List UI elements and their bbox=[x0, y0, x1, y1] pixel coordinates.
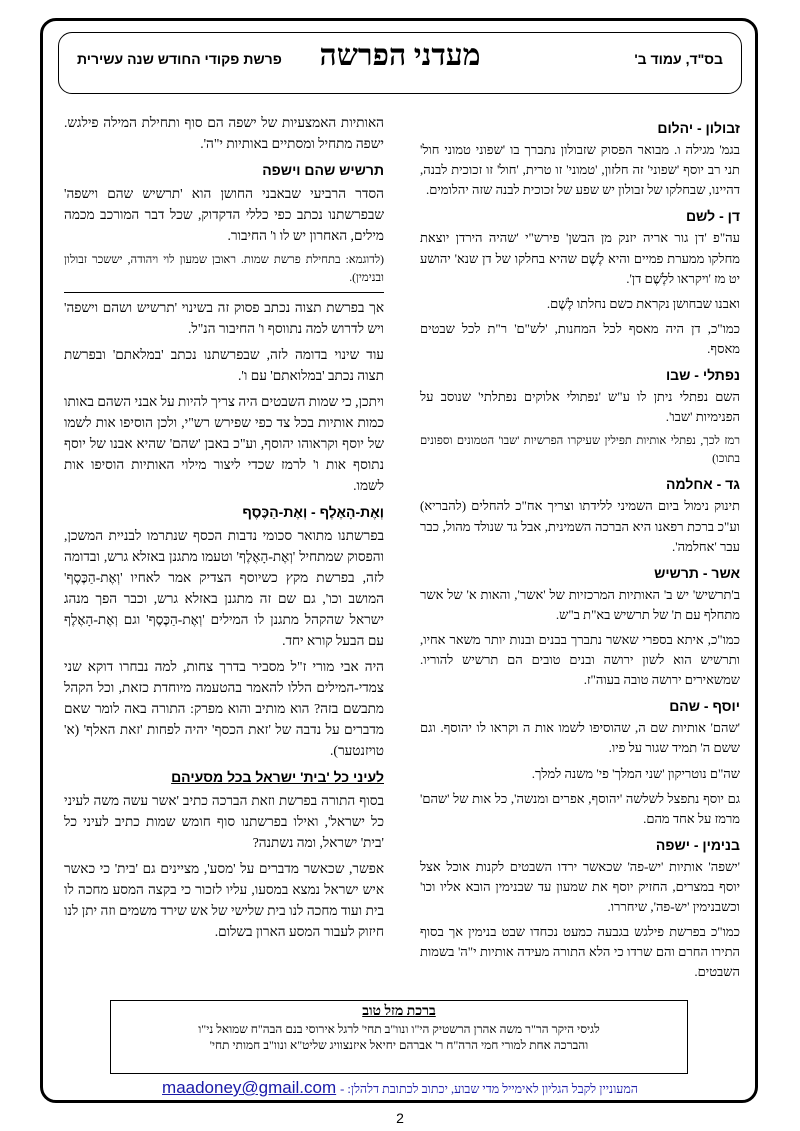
paragraph: השם נפתלי ניתן לו ע"ש 'נפתולי אלוקים נפתלתי' שנוסב על הפנימיות 'שבו'. bbox=[420, 389, 740, 425]
section-heading: וְאֶת-הָאֶלֶף - וְאֶת-הַכֶּסֶף bbox=[242, 504, 384, 520]
paragraph: שה"ם נוטריקון 'שני המלך' פי' משנה למלך. bbox=[531, 765, 740, 781]
paragraph: רמז לכך, נפתלי אותיות תפילין שעיקרו הפרשיות 'שבו' הטמונים וספונים בתוכו) bbox=[420, 435, 740, 466]
contact-email-link[interactable]: maadoney@gmail.com bbox=[162, 1078, 337, 1097]
section-heading: תרשיש שהם וישפה bbox=[262, 162, 384, 178]
paragraph: (לדוגמא: בתחילת פרשת שמות. ראובן שמעון לוי ויהודה, יששכר זבולון ובנימין). bbox=[64, 254, 384, 284]
paragraph: אך בפרשת תצוה נכתב פסוק זה בשינוי 'תרשיש ושהם וישפה' ויש לדרוש למה נתווסף ו' החיבור הנ"ל. bbox=[64, 300, 384, 336]
paragraph: ואבנו שבחושן נקראת כשם נחלתו לֶשֶׁם. bbox=[546, 295, 740, 311]
section-heading: בנימין - ישפה bbox=[655, 836, 740, 853]
paragraph: תינוק נימול ביום השמיני ללידתו וצריך אח"כ להחלים (להבריא) וע"כ ברכת רפאנו היא הברכה השמינית, אבל גד שנולד מהול, כבר עבר 'אחלמה'. bbox=[420, 498, 740, 554]
paragraph: 'שהם' אותיות שם ה, שהוסיפו לשמו אות ה וקראו לו יהוסף. וגם ששם ה' תמיד שגור על פיו. bbox=[420, 720, 740, 756]
greeting-line-1: לגיסי היקר הר"ר משה אהרן הרשטיק הי"ו ונוו"ב תחי' לרגל אירוסי בנם הבה"ח שמואל ני"ו bbox=[198, 1022, 600, 1036]
left-column bbox=[64, 112, 384, 947]
page-title: מעדני הפרשה bbox=[319, 39, 481, 72]
paragraph: ב'תרשיש' יש ב' האותיות המרכזיות של 'אשר', והאות א' של אשר מתחלף עם ת' של תרשיש בא"ת ב"ש. bbox=[420, 586, 740, 622]
greeting-line-2: והברכה אחת למורי חמי הרה"ח ר' אברהם יחיאל איזנצוויג שליט"א ונוו"ב חמותי תחי' bbox=[209, 1038, 589, 1052]
paragraph: אפשר, שכאשר מדברים על 'מסע', מציינים גם 'בית' כי כאשר איש ישראל נמצא במסעו, עליו לזכור כי בקצה המסע מחכה לו בית ועוד מחכה לנו בית שלישי של אש שירד משמים וזה יתן לנו חיזוק לעבור המסע הארון בשלום. bbox=[64, 861, 384, 939]
paragraph: האותיות האמצעיות של ישפה הם סוף ותחילת המילה פילגש. ישפה מתחיל ומסתיים באותיות י"ה'. bbox=[64, 115, 384, 151]
section-heading: אשר - תרשיש bbox=[654, 564, 740, 581]
right-column bbox=[420, 112, 740, 987]
greeting-title: ברכת מזל טוב bbox=[362, 1004, 436, 1019]
section-heading: דן - לשם bbox=[685, 208, 740, 225]
page-number: 2 bbox=[396, 1110, 404, 1126]
greeting-box bbox=[110, 1000, 688, 1074]
paragraph: ויתכן, כי שמות השבטים היה צריך להיות על אבני השהם באותו כמות אותיות בכל צד כפי שפירש רש"י, ולכן הוסיפו אות לשמו של יוסף וקראוהו יהוסף, וע"כ באבן 'שהם' שהיא אבנו של יוסף נתוסף אות ו' לרמז שכדי ליצור מילוי האותיות הוסיפו אות לשמו. bbox=[64, 394, 384, 493]
paragraph: כמו"כ, דן היה מאסף לכל המחנות, 'לש"ם' ר"ת לכל שבטים מאסף. bbox=[420, 320, 740, 356]
section-heading: לעיני כל 'בית' ישראל בכל מסעיהם bbox=[171, 769, 384, 785]
paragraph: הסדר הרביעי שבאבני החושן הוא 'תרשיש שהם וישפה' שבפרשתנו נכתב כפי כללי הדקדוק, שכל דבר המורכב מכמה מילים, האחרון יש לו ו' החיבור. bbox=[64, 186, 384, 243]
paragraph: בסוף התורה בפרשת וזאת הברכה כתיב 'אשר עשה משה לעיני כל ישראל', ואילו בפרשתנו סוף חומש שמות כתיב לעיני כל 'בית' ישראל, ומה נשתנה? bbox=[64, 793, 384, 850]
contact-text: המעוניין לקבל הגליון לאימייל מדי שבוע, יכתוב לכתובת דלהלן: - bbox=[340, 1082, 638, 1096]
paragraph: גם יוסף נתפצל לשלשה 'יהוסף, אפרים ומנשה', כל אות של 'שהם' מרמז על אחד מהם. bbox=[420, 790, 740, 826]
section-heading: זבולון - יהלום bbox=[657, 120, 740, 136]
paragraph: בגמ' מגילה ו. מבואר הפסוק שזבולון נתברך בו 'שפוני טמוני חול' תני רב יוסף 'שפוני' זה חלזון, 'טמוני' זו טרית, 'חול' זו זכוכית לבנה, דהיינו, שבחלקו של זבולון יש שפע של זכוכית לבנה שזה יהלומים. bbox=[420, 142, 740, 198]
contact-line bbox=[60, 1078, 740, 1102]
paragraph: 'ישפה' אותיות 'יש-פה' שכאשר ירדו השבטים לקנות אוכל אצל יוסף במצרים, החזיק יוסף את שמעון עד שבנימין הובא אליו וכו' וכשבנימין 'יש-פה', שיחררו. bbox=[420, 858, 740, 915]
header-page-ref: בס"ד, עמוד ב' bbox=[634, 51, 723, 67]
paragraph: היה אבי מורי ז"ל מסביר בדרך צחות, למה נבחרו דוקא שני צמדי-המילים הללו להאמר בהטעמה מיוחדת כזאת, וכל הקהל מתבשם בזה? הוא מותיב והוא מפרק: התורה באה לומר שאם מדברים על נדבה של 'זאת הכסף' יהיה לפחות 'זאת האלף' (א' טויזנטער). bbox=[64, 659, 384, 758]
paragraph: עוד שינוי בדומה לזה, שבפרשתנו נכתב 'במלאתם' ובפרשת תצוה נכתב 'במלואתם' עם ו'. bbox=[64, 347, 384, 383]
paragraph: בפרשתנו מתואר סכומי נדבות הכסף שנתרמו לבניית המשכן, והפסוק שמתחיל 'וְאֶת-הָאֶלֶף' וטעמו מתגנן באזלא גרש, ובדומה לזה, בפרשת מקץ כשיוסף הצדיק אמר לאחיו 'וְאֶת-הַכֶּסֶף' המושב וכו', גם שם זה מתגנן באזלא גרש, וכבר הפך מנהג ישראל שהקהל מתגנן לו המילים 'וְאֶת-הַכֶּסֶף' וגם וְאֶת-הָאֶלֶף עם הבעל קורא יחד. bbox=[64, 528, 384, 648]
header-parsha: פרשת פקודי החודש שנה עשירית bbox=[77, 51, 282, 67]
section-heading: גד - אחלמה bbox=[666, 476, 740, 493]
divider bbox=[64, 292, 384, 293]
header bbox=[58, 32, 742, 94]
section-heading: נפתלי - שבו bbox=[665, 367, 740, 384]
paragraph: כמו"כ, איתא בספרי שאשר נתברך בבנים ובנות יותר משאר אחיו, ותרשיש הוא לשון ירושה ובנים טובים הם תרשיש להוריו. שמשאירים ירושה טובה בעוה"ז. bbox=[420, 631, 740, 688]
paragraph: עה"פ 'דן גור אריה יזנק מן הבשן' פירש"י 'שהיה הירדן יוצאת מחלקו ממערת פמיים והיא לֶשֶׁם שהיא בחלקו של דן שנא' יהושע יט מז 'ויקראו ללֶשֶׁם דן'. bbox=[420, 230, 740, 286]
paragraph: כמו"כ בפרשת פילגש בגבעה כמעט נכחדו שבט בנימין אך בסוף התירו החרם והם שרדו כי הלא התורה מעידה אותיות י"ה' בשמות השבטים. bbox=[420, 924, 740, 980]
section-heading: יוסף - שהם bbox=[669, 698, 740, 715]
